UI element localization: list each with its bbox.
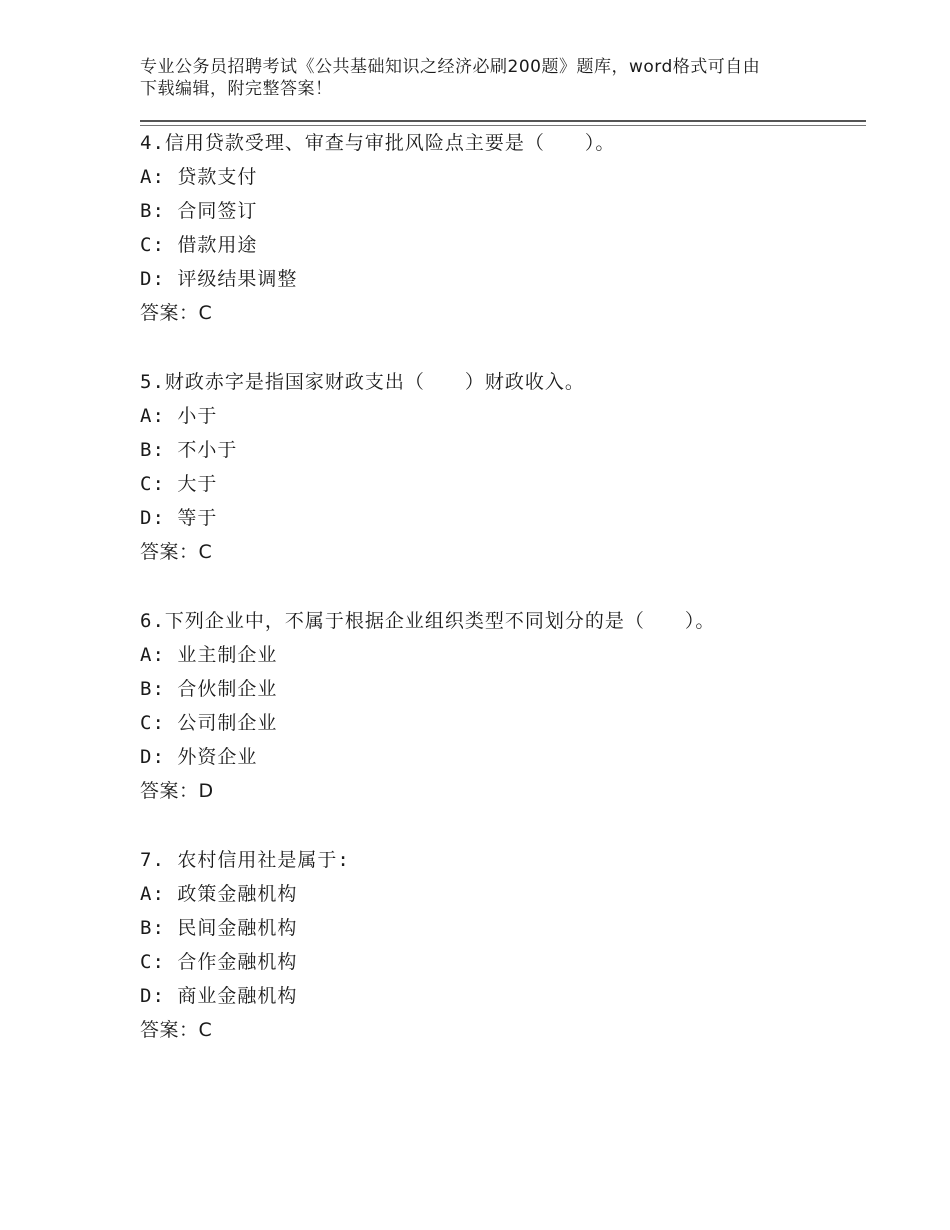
option-b: B: 民间金融机构	[140, 917, 298, 939]
question-stem: 4.信用贷款受理、审查与审批风险点主要是（ ）。	[140, 132, 616, 154]
question-stem: 6.下列企业中，不属于根据企业组织类型不同划分的是（ ）。	[140, 610, 716, 632]
option-a: A: 小于	[140, 405, 218, 427]
option-b: B: 合伙制企业	[140, 678, 278, 700]
question-stem: 7. 农村信用社是属于:	[140, 849, 350, 871]
option-a: A: 贷款支付	[140, 166, 258, 188]
answer-line: 答案：C	[140, 302, 213, 324]
header-title-line-2: 下载编辑，附完整答案！	[140, 79, 333, 99]
option-c: C: 借款用途	[140, 234, 258, 256]
option-a: A: 政策金融机构	[140, 883, 298, 905]
option-d: D: 商业金融机构	[140, 985, 298, 1007]
option-d: D: 外资企业	[140, 746, 258, 768]
option-b: B: 合同签订	[140, 200, 258, 222]
answer-line: 答案：D	[140, 780, 214, 802]
question-block	[140, 604, 860, 808]
answer-line: 答案：C	[140, 1019, 213, 1041]
option-b: B: 不小于	[140, 439, 238, 461]
option-d: D: 等于	[140, 507, 218, 529]
option-c: C: 合作金融机构	[140, 951, 298, 973]
header-title-line-1: 专业公务员招聘考试《公共基础知识之经济必刷200题》题库，word格式可自由	[140, 57, 761, 77]
question-block	[140, 843, 860, 1047]
question-block	[140, 126, 860, 330]
document-header	[140, 56, 840, 100]
question-stem: 5.财政赤字是指国家财政支出（ ）财政收入。	[140, 371, 585, 393]
option-c: C: 公司制企业	[140, 712, 278, 734]
option-c: C: 大于	[140, 473, 218, 495]
option-d: D: 评级结果调整	[140, 268, 298, 290]
answer-line: 答案：C	[140, 541, 213, 563]
option-a: A: 业主制企业	[140, 644, 278, 666]
question-block	[140, 365, 860, 569]
header-divider-thick	[140, 120, 866, 122]
